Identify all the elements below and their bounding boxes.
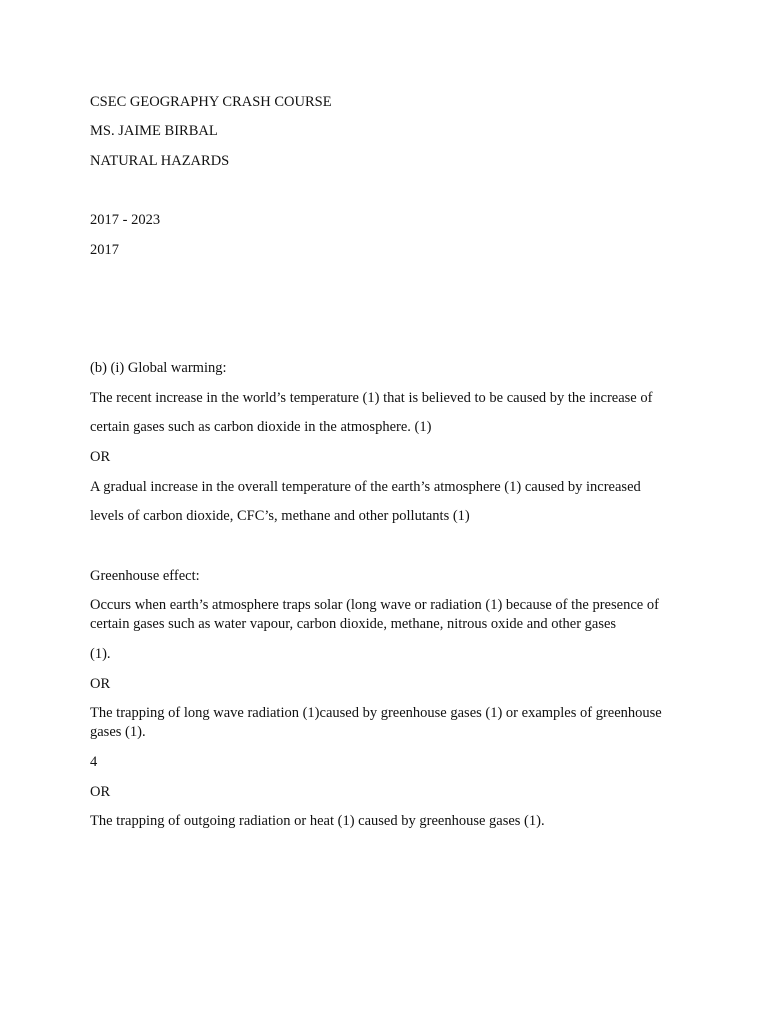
marks-label: 4 (90, 754, 98, 770)
course-title: CSEC GEOGRAPHY CRASH COURSE (90, 94, 332, 110)
topic-title: NATURAL HAZARDS (90, 153, 230, 169)
greenhouse-effect-answer-3: The trapping of outgoing radiation or heat (1) caused by greenhouse gases (1). (90, 813, 545, 829)
global-warming-answer-1-line-2: certain gases such as carbon dioxide in the atmosphere. (1) (90, 419, 432, 435)
or-separator: OR (90, 449, 111, 465)
year-label: 2017 (90, 242, 119, 258)
global-warming-answer-2-line-1: A gradual increase in the overall temperature of the earth’s atmosphere (1) caused by increased (90, 479, 641, 495)
greenhouse-effect-answer-1: Occurs when earth’s atmosphere traps solar (long wave or radiation (1) because of the presence of certain gases such as water vapour, carbon dioxide, methane, nitrous oxide and other gases (90, 597, 659, 632)
global-warming-answer-1-line-1: The recent increase in the world’s temperature (1) that is believed to be caused by the increase of (90, 390, 653, 406)
global-warming-answer-2-line-2: levels of carbon dioxide, CFC’s, methane and other pollutants (1) (90, 508, 470, 524)
greenhouse-effect-answer-2: The trapping of long wave radiation (1)caused by greenhouse gases (1) or examples of greenhouse gases (1). (90, 705, 662, 740)
greenhouse-effect-heading: Greenhouse effect: (90, 568, 200, 584)
greenhouse-effect-answer-1-end: (1). (90, 646, 111, 662)
teacher-name: MS. JAIME BIRBAL (90, 123, 218, 139)
year-range: 2017 - 2023 (90, 212, 161, 228)
or-separator: OR (90, 676, 111, 692)
global-warming-heading: (b) (i) Global warming: (90, 360, 227, 376)
or-separator: OR (90, 784, 111, 800)
